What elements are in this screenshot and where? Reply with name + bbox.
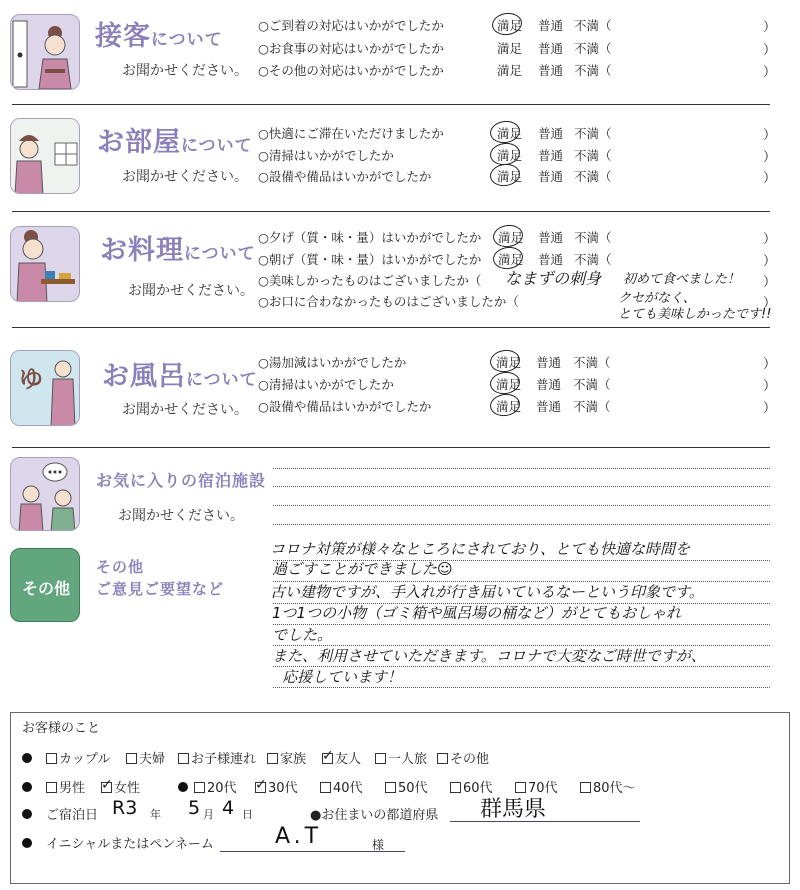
answer-line[interactable]	[273, 524, 770, 525]
close-paren: ）	[763, 401, 777, 416]
prefecture-value[interactable]: 群馬県	[480, 797, 547, 822]
choice-unsatisfied[interactable]: 不満（	[573, 355, 611, 370]
option-label: お子様連れ	[191, 752, 257, 767]
gender-option[interactable]	[46, 777, 85, 796]
bullet	[22, 753, 32, 763]
handwritten-comment: 過ごすことができました☺	[272, 560, 453, 578]
close-paren: ）	[763, 20, 777, 35]
room-illustration-icon	[10, 118, 80, 194]
handwritten-comment: また、利用させていただきます。コロナで大変なご時世ですが、	[272, 647, 706, 665]
handwritten-comment: 1つ1つの小物（ゴミ箱や風呂場の桶など）がとてもおしゃれ	[272, 604, 682, 622]
choice-satisfied[interactable]: 満足	[497, 41, 523, 56]
checkbox[interactable]	[194, 782, 205, 793]
choice-unsatisfied[interactable]: 不満（	[574, 126, 612, 141]
svg-text:ゆ: ゆ	[19, 365, 43, 393]
stay-year-value[interactable]: R3	[112, 797, 138, 819]
option-label: その他	[450, 752, 490, 767]
month-unit: 月	[203, 808, 214, 821]
choice-normal[interactable]: 普通	[536, 377, 562, 392]
age-option[interactable]	[255, 777, 298, 796]
profile-title: お客様のこと	[22, 721, 101, 736]
choice-satisfied[interactable]: 満足	[496, 355, 522, 370]
option-label: 一人旅	[388, 752, 428, 767]
question: ○設備や備品はいかがでしたか	[258, 399, 432, 414]
section-subtitle: お聞かせください。	[122, 63, 248, 79]
close-paren: ）	[763, 128, 777, 143]
section-subtitle: お聞かせください。	[122, 169, 248, 185]
choice-normal[interactable]: 普通	[538, 126, 564, 141]
checkbox[interactable]	[178, 753, 189, 764]
other-label-icon	[10, 548, 80, 622]
close-paren: ）	[763, 254, 777, 269]
option-label: 女性	[114, 781, 141, 796]
initial-underline	[220, 851, 405, 852]
meal-illustration-icon	[10, 226, 80, 302]
question: ○清掃はいかがでしたか	[258, 377, 394, 392]
checkbox[interactable]	[320, 782, 331, 793]
bullet	[178, 782, 188, 792]
option-label: 家族	[280, 752, 307, 767]
handwritten-comment: 古い建物ですが、手入れが行き届いているなーという印象です。	[270, 583, 704, 601]
bullet	[22, 809, 32, 819]
handwritten-favorite-dish: なまずの刺身	[505, 269, 602, 288]
section-title: その他	[96, 558, 145, 576]
handwritten-note: 初めて食べました！	[623, 272, 741, 287]
year-unit: 年	[150, 808, 161, 821]
choice-normal[interactable]: 普通	[538, 63, 564, 78]
companion-option[interactable]	[322, 748, 361, 767]
option-label: 20代	[207, 781, 237, 796]
age-option[interactable]	[194, 777, 237, 796]
choice-normal[interactable]: 普通	[538, 148, 564, 163]
question: ○清掃はいかがでしたか	[258, 148, 394, 163]
choice-satisfied[interactable]: 満足	[497, 169, 523, 184]
companion-option[interactable]	[267, 748, 306, 767]
section-subtitle: お聞かせください。	[122, 402, 248, 418]
close-paren: ）	[763, 232, 777, 247]
section-subtitle: お聞かせください。	[128, 283, 254, 299]
question: ○快適にご滞在いただけましたか	[258, 126, 444, 141]
companion-option[interactable]	[46, 748, 110, 767]
staff-illustration-icon	[10, 14, 80, 90]
choice-satisfied[interactable]: 満足	[496, 377, 522, 392]
close-paren: ）	[763, 296, 777, 311]
section-subtitle: お聞かせください。	[118, 508, 244, 524]
option-label: カップル	[59, 752, 111, 767]
question: ○その他の対応はいかがでしたか	[258, 63, 444, 78]
section-title: お料理について	[100, 235, 256, 266]
age-option[interactable]	[580, 777, 636, 796]
question: ○朝げ（質・味・量）はいかがでしたか	[258, 252, 482, 267]
choice-satisfied[interactable]: 満足	[497, 18, 523, 33]
question: ○お口に合わなかったものはございましたか（	[258, 294, 519, 309]
checked-checkbox[interactable]	[255, 782, 266, 793]
gender-option[interactable]	[101, 777, 140, 796]
bullet	[22, 782, 32, 792]
choice-unsatisfied[interactable]: 不満（	[573, 377, 611, 392]
checkbox[interactable]	[385, 782, 396, 793]
close-paren: ）	[763, 150, 777, 165]
answer-line	[273, 624, 770, 625]
section-title: 接客について	[95, 21, 223, 52]
checked-checkbox[interactable]	[322, 753, 333, 764]
day-unit: 日	[242, 808, 253, 821]
honorific: 様	[372, 838, 385, 852]
other-icon-label: その他	[21, 579, 70, 598]
choice-satisfied[interactable]: 満足	[497, 63, 523, 78]
option-label: 夫婦	[139, 752, 166, 767]
option-label: 60代	[463, 781, 493, 796]
choice-unsatisfied[interactable]: 不満（	[574, 252, 612, 267]
bullet	[22, 838, 32, 848]
checkbox[interactable]	[46, 753, 57, 764]
choice-satisfied[interactable]: 満足	[498, 252, 524, 267]
answer-line[interactable]	[273, 486, 770, 487]
choice-normal[interactable]: 普通	[538, 252, 564, 267]
handwritten-note: クセがなく、	[618, 291, 696, 306]
choice-normal[interactable]: 普通	[538, 41, 564, 56]
checked-checkbox[interactable]	[101, 782, 112, 793]
option-label: 40代	[333, 781, 363, 796]
age-option[interactable]	[320, 777, 363, 796]
stay-date-label: ご宿泊日	[46, 808, 99, 823]
question: ○湯加減はいかがでしたか	[258, 355, 407, 370]
divider	[12, 447, 770, 448]
checkbox[interactable]	[46, 782, 57, 793]
handwritten-comment: コロナ対策が様々なところにされており、とても快適な時間を	[270, 540, 691, 558]
checkbox[interactable]	[375, 753, 386, 764]
stay-month-value[interactable]: 5	[188, 797, 201, 819]
question: ○ご到着の対応はいかがでしたか	[258, 18, 444, 33]
option-label: 30代	[268, 781, 298, 796]
option-label: 男性	[59, 781, 86, 796]
close-paren: ）	[763, 357, 777, 372]
choice-unsatisfied[interactable]: 不満（	[574, 63, 612, 78]
close-paren: ）	[763, 43, 777, 58]
question: ○設備や備品はいかがでしたか	[258, 169, 432, 184]
option-label: 友人	[335, 752, 362, 767]
initial-value[interactable]: A.T	[275, 824, 323, 849]
handwritten-comment: でした。	[272, 626, 333, 644]
divider	[12, 327, 770, 328]
question: ○夕げ（質・味・量）はいかがでしたか	[258, 230, 482, 245]
handwritten-note: とても美味しかったです!!	[618, 307, 772, 322]
section-title: お風呂について	[102, 361, 258, 392]
answer-line	[273, 687, 770, 688]
choice-normal[interactable]: 普通	[536, 399, 562, 414]
choice-normal[interactable]: 普通	[538, 18, 564, 33]
choice-normal[interactable]: 普通	[538, 230, 564, 245]
choice-unsatisfied[interactable]: 不満（	[574, 18, 612, 33]
checkbox[interactable]	[450, 782, 461, 793]
choice-unsatisfied[interactable]: 不満（	[574, 230, 612, 245]
answer-line[interactable]	[273, 505, 770, 506]
companion-option[interactable]	[375, 748, 427, 767]
choice-normal[interactable]: 普通	[538, 169, 564, 184]
question: ○お食事の対応はいかがでしたか	[258, 41, 444, 56]
divider	[12, 211, 770, 212]
question: ○美味しかったものはございましたか（	[258, 273, 482, 288]
prefecture-label: ●お住まいの都道府県	[310, 808, 439, 823]
choice-unsatisfied[interactable]: 不満（	[574, 169, 612, 184]
section-title: お気に入りの宿泊施設	[96, 471, 267, 490]
choice-unsatisfied[interactable]: 不満（	[573, 399, 611, 414]
choice-unsatisfied[interactable]: 不満（	[574, 148, 612, 163]
choice-satisfied[interactable]: 満足	[498, 230, 524, 245]
option-label: 70代	[528, 781, 558, 796]
companion-option[interactable]	[178, 748, 256, 767]
companion-option[interactable]	[126, 748, 165, 767]
section-title: お部屋について	[97, 127, 253, 158]
section-title-line2: ご意見ご要望など	[96, 580, 225, 598]
divider	[12, 104, 770, 105]
bath-illustration-icon	[10, 350, 80, 426]
stay-day-value[interactable]: 4	[222, 797, 235, 819]
choice-unsatisfied[interactable]: 不満（	[574, 41, 612, 56]
choice-satisfied[interactable]: 満足	[497, 126, 523, 141]
close-paren: ）	[763, 65, 777, 80]
handwritten-comment: 応援しています！	[282, 668, 403, 686]
option-label: 50代	[398, 781, 428, 796]
choice-satisfied[interactable]: 満足	[496, 399, 522, 414]
choice-normal[interactable]: 普通	[536, 355, 562, 370]
checkbox[interactable]	[437, 753, 448, 764]
answer-line[interactable]	[273, 468, 770, 469]
checkbox[interactable]	[580, 782, 591, 793]
checkbox[interactable]	[267, 753, 278, 764]
close-paren: ）	[763, 275, 777, 290]
option-label: 80代～	[593, 781, 636, 796]
chat-illustration-icon	[10, 457, 80, 531]
choice-satisfied[interactable]: 満足	[497, 148, 523, 163]
companion-option[interactable]	[437, 748, 489, 767]
age-option[interactable]	[385, 777, 428, 796]
checkbox[interactable]	[126, 753, 137, 764]
initial-label: イニシャルまたはペンネーム	[46, 837, 214, 852]
prefecture-underline	[450, 821, 640, 822]
close-paren: ）	[763, 171, 777, 186]
close-paren: ）	[763, 379, 777, 394]
